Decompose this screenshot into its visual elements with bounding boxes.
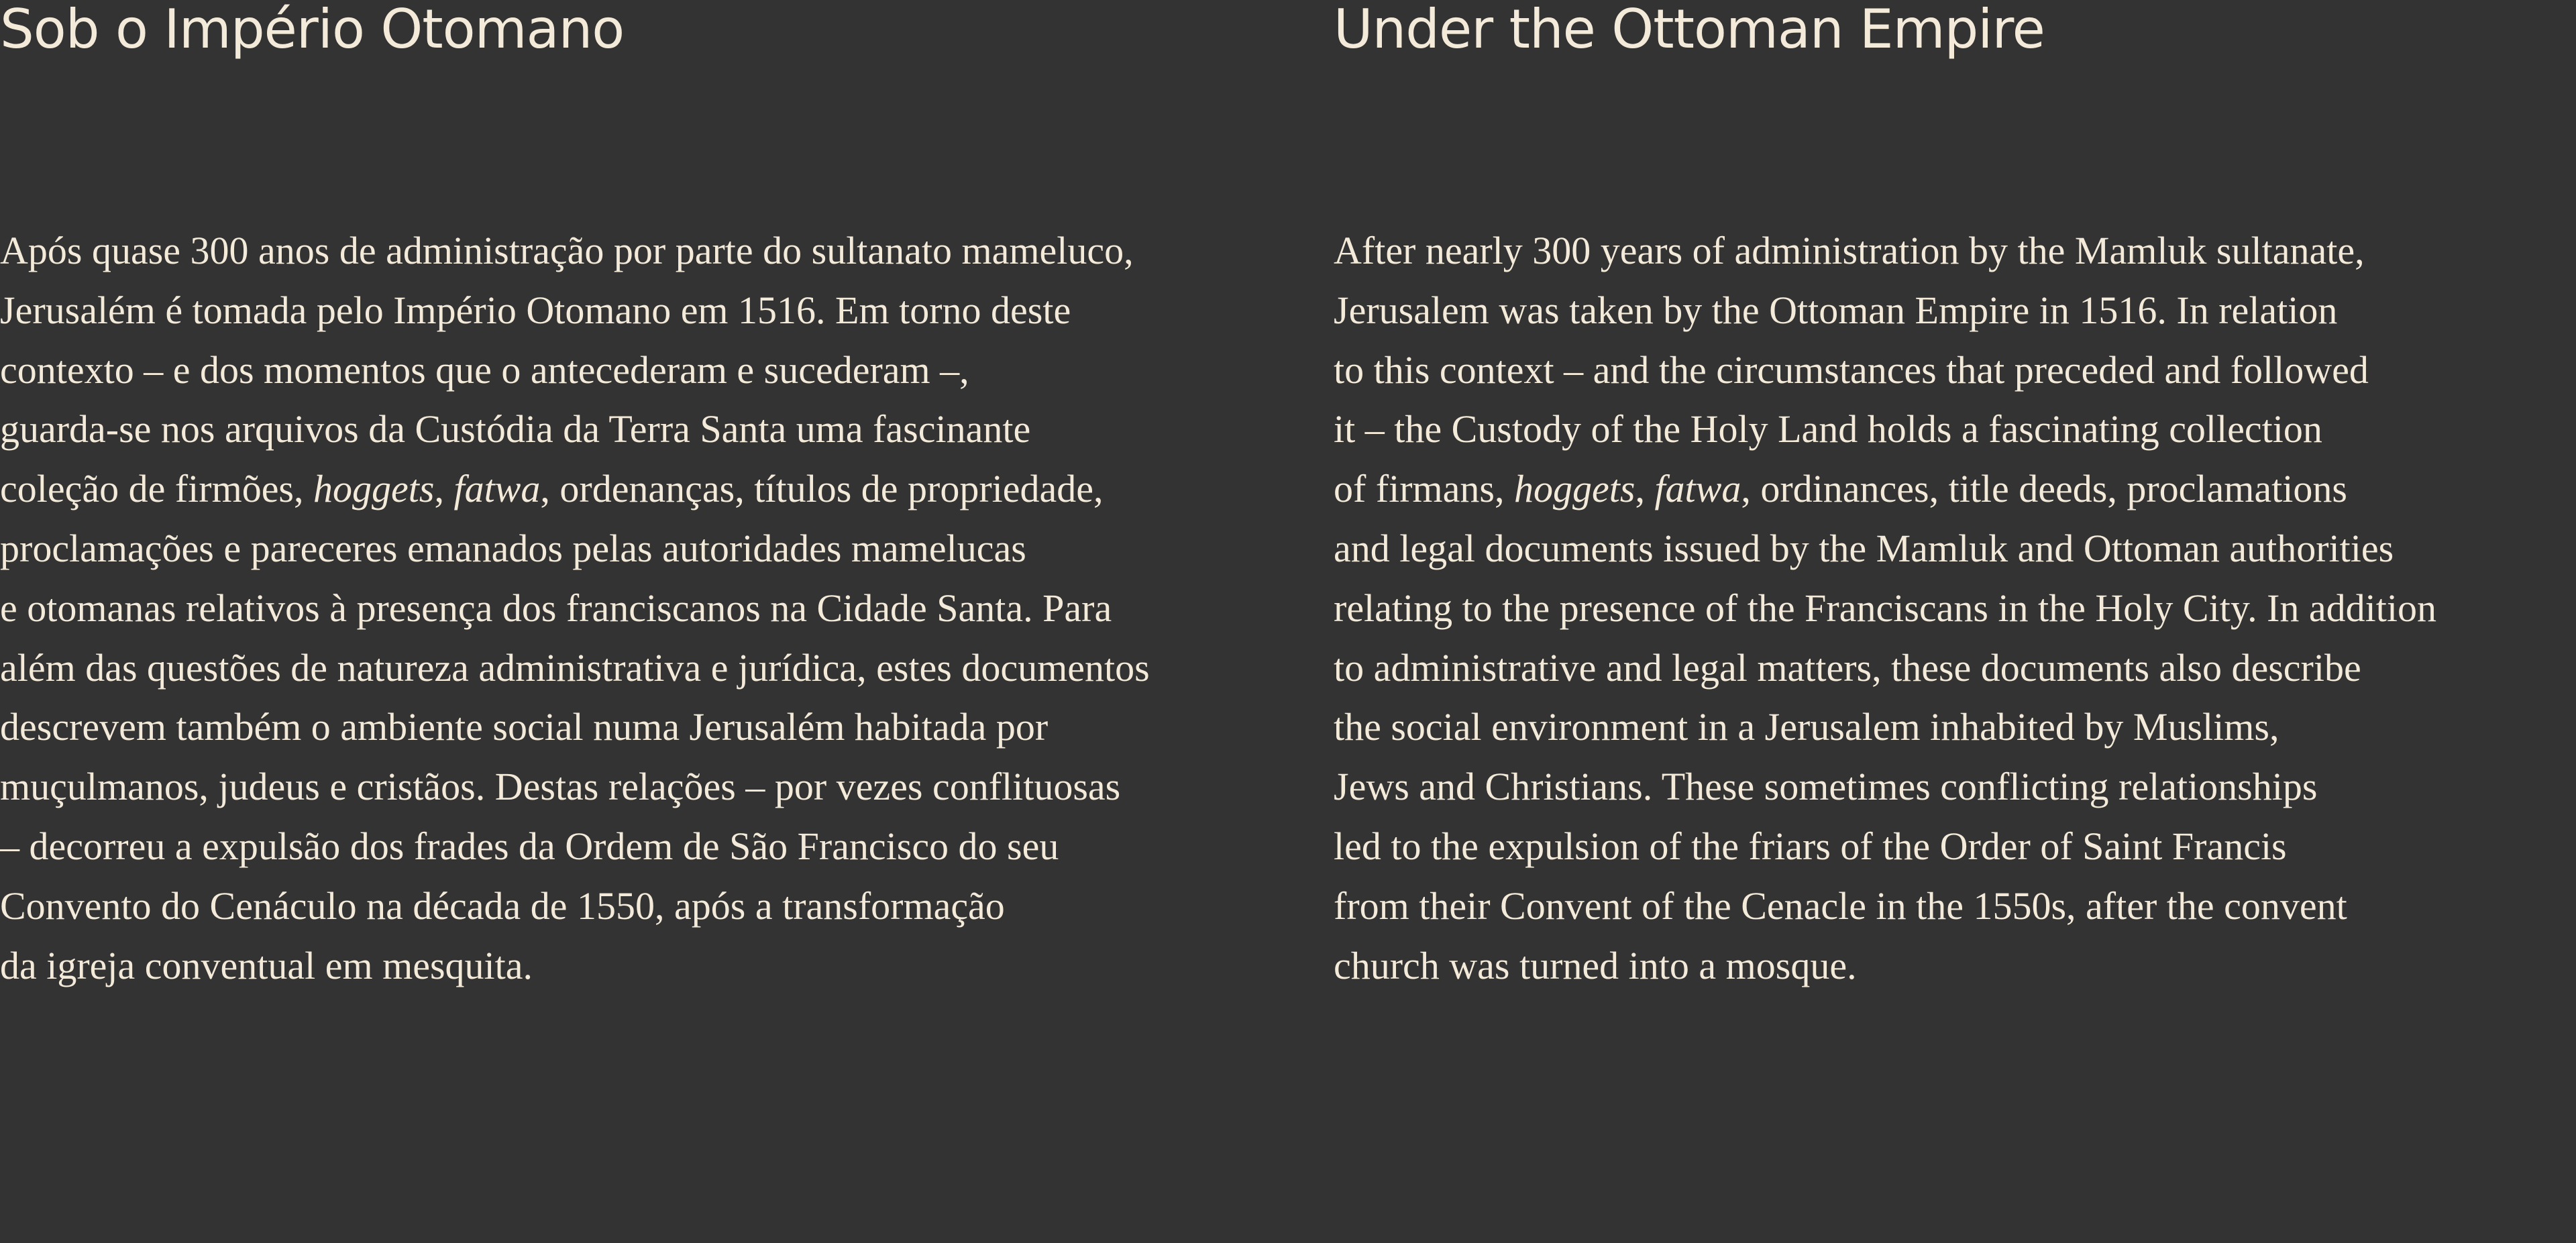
text-line [1334, 460, 2436, 519]
text-line [0, 460, 1150, 519]
text-line: Após quase 300 anos de administração por parte do sultanato mameluco, [0, 229, 1134, 272]
text-line: from their Convent of the Cenacle in the 1550s, after the convent [1334, 883, 2347, 928]
text-line: to administrative and legal matters, these documents also describe [1334, 645, 2361, 690]
english-heading: Under the Ottoman Empire [1334, 0, 2045, 60]
italic-term-fatwa: fatwa [453, 467, 541, 511]
text-line: guarda-se nos arquivos da Custódia da Terra Santa uma fascinante [0, 407, 1031, 451]
text-line: e otomanas relativos à presença dos franciscanos na Cidade Santa. Para [0, 586, 1112, 630]
text-segment: coleção de firmões, [0, 467, 314, 511]
italic-term-hoggets: hoggets [1514, 467, 1635, 511]
text-line: contexto – e dos momentos que o antecederam e sucederam –, [0, 347, 969, 392]
italic-term-hoggets: hoggets [313, 467, 435, 511]
text-line: the social environment in a Jerusalem inhabited by Muslims, [1334, 705, 2279, 749]
text-line: Jerusalém é tomada pelo Império Otomano em 1516. Em torno deste [0, 288, 1071, 332]
text-line: it – the Custody of the Holy Land holds a fascinating collection [1334, 407, 2322, 451]
text-line: church was turned into a mosque. [1334, 943, 1857, 987]
text-line: to this context – and the circumstances that preceded and followed [1334, 347, 2369, 392]
text-segment: , ordenanças, títulos de propriedade, [540, 467, 1104, 511]
text-line: – decorreu a expulsão dos frades da Ordem de São Francisco do seu [0, 824, 1059, 868]
text-line: After nearly 300 years of administration by the Mamluk sultanate, [1334, 229, 2365, 272]
text-line: led to the expulsion of the friars of the Order of Saint Francis [1334, 824, 2287, 868]
text-line: and legal documents issued by the Mamluk and Ottoman authorities [1334, 526, 2394, 570]
english-paragraph [1334, 221, 2436, 995]
text-segment: , [1635, 467, 1655, 511]
portuguese-paragraph [0, 221, 1150, 995]
text-line: Jerusalem was taken by the Ottoman Empire in 1516. In relation [1334, 288, 2338, 332]
text-segment: of firmans, [1334, 467, 1514, 511]
text-line: Convento do Cenáculo na década de 1550, após a transformação [0, 883, 1005, 928]
text-line: da igreja conventual em mesquita. [0, 943, 533, 987]
italic-term-fatwa: fatwa [1654, 467, 1741, 511]
portuguese-heading: Sob o Império Otomano [0, 0, 625, 60]
text-line: além das questões de natureza administrativa e jurídica, estes documentos [0, 645, 1150, 690]
text-segment: , [434, 467, 454, 511]
text-line: relating to the presence of the Franciscans in the Holy City. In addition [1334, 586, 2436, 630]
text-line: Jews and Christians. These sometimes conflicting relationships [1334, 765, 2318, 809]
text-line: proclamações e pareceres emanados pelas autoridades mamelucas [0, 526, 1026, 570]
text-line: muçulmanos, judeus e cristãos. Destas relações – por vezes conflituosas [0, 765, 1121, 809]
text-segment: , ordinances, title deeds, proclamations [1741, 467, 2347, 511]
text-line: descrevem também o ambiente social numa Jerusalém habitada por [0, 705, 1049, 749]
